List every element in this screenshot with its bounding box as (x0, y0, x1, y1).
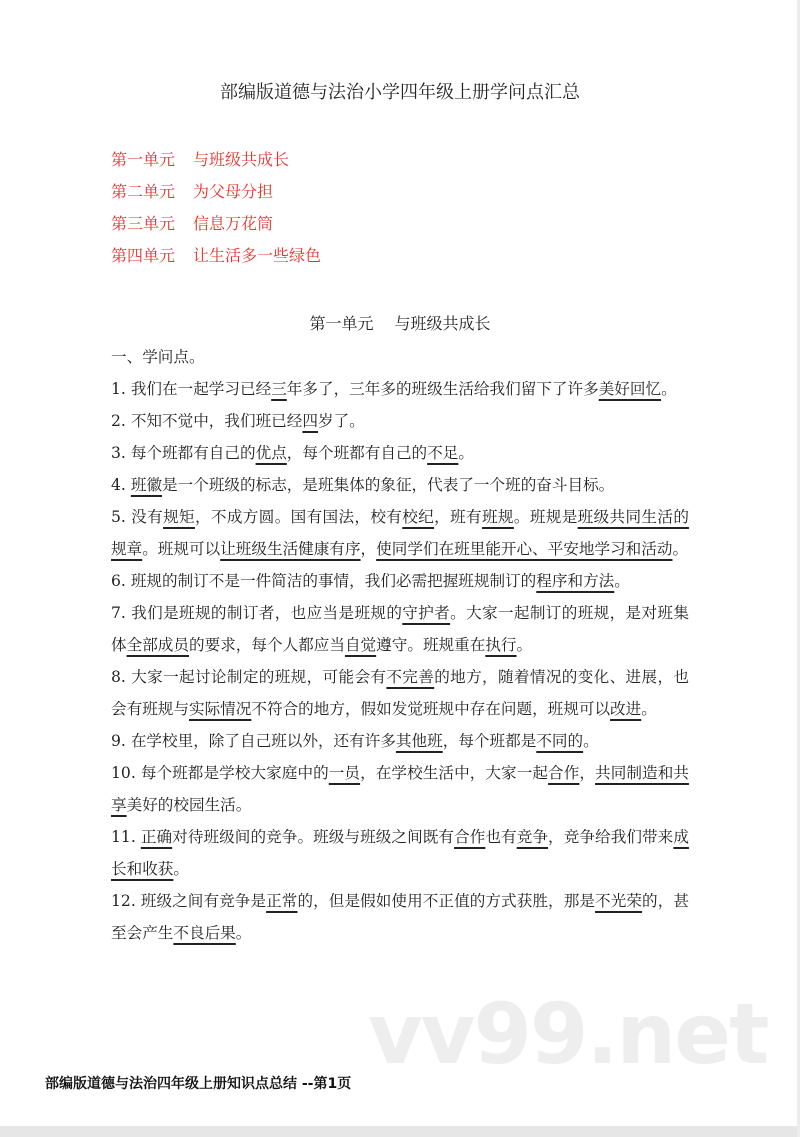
text-segment: 岁了。 (317, 412, 365, 430)
underlined-key-term: 全部成员 (126, 636, 189, 654)
text-segment: ， (579, 764, 596, 782)
text-segment: 。 (458, 444, 474, 462)
text-segment: 不符合的地方，假如发觉班规中存在问题，班规可以 (251, 700, 611, 718)
text-segment: ， (360, 540, 377, 558)
underlined-key-term: 四 (302, 412, 318, 430)
underlined-key-term: 使同学们在班里能开心、平安地学习和活动 (376, 540, 673, 558)
text-segment: 是一个班级的标志，是班集体的象征，代表了一个班的奋斗目标。 (162, 476, 615, 494)
table-of-contents (111, 148, 321, 276)
underlined-key-term: 成长和收获 (111, 828, 689, 878)
underlined-key-term: 三 (271, 380, 287, 398)
toc-item[interactable]: 第三单元 信息万花筒 (111, 214, 274, 233)
knowledge-point-1 (111, 373, 689, 405)
text-segment: 3. 每个班都有自己的 (111, 444, 256, 462)
text-segment: 9. 在学校里，除了自己班以外，还有许多 (111, 732, 396, 750)
text-segment: 11. (111, 828, 141, 846)
underlined-key-term: 程序和方法 (536, 572, 615, 590)
knowledge-point-3 (111, 437, 689, 469)
text-segment: 7. 我们是班规的制订者，也应当是班规的 (111, 604, 403, 622)
knowledge-point-2 (111, 405, 689, 437)
text-segment: ，竞争给我们带来 (548, 828, 674, 846)
text-segment: 对待班级间的竞争。班级与班级之间既有 (172, 828, 455, 846)
underlined-key-term: 正常 (266, 892, 298, 910)
toc-item[interactable]: 第二单元 为父母分担 (111, 182, 274, 201)
text-segment: 的，但是假如使用不正值的方式获胜，那是 (297, 892, 596, 910)
underlined-key-term: 改进 (610, 700, 642, 718)
document-body (111, 341, 689, 949)
text-segment: 的，甚至会产生 (111, 892, 689, 942)
underlined-key-term: 合作 (454, 828, 486, 846)
knowledge-point-10 (111, 757, 689, 821)
underlined-key-term: 正确 (140, 828, 173, 846)
text-segment: 。 (672, 540, 689, 558)
text-segment: 5. 没有 (111, 508, 164, 526)
underlined-key-term: 共同制造和共享 (111, 764, 689, 814)
text-segment: 。 (583, 732, 599, 750)
underlined-key-term: 自觉 (344, 636, 377, 654)
text-segment: 遵守。班规重在 (376, 636, 486, 654)
underlined-key-term: 执行 (485, 636, 517, 654)
knowledge-point-9 (111, 725, 689, 757)
text-segment: ，每个班都是 (442, 732, 537, 750)
knowledge-point-4 (111, 469, 689, 501)
text-segment: 的要求，每个人都应当 (189, 636, 345, 654)
text-segment: 。 (516, 636, 533, 654)
section-heading: 第一单元 与班级共成长 (309, 314, 491, 333)
text-segment: 6. 班规的制订不是一件简洁的事情，我们必需把握班规制订的 (111, 572, 537, 590)
underlined-key-term: 不完善 (386, 668, 435, 686)
underlined-key-term: 实际情况 (188, 700, 252, 718)
toc-item[interactable]: 第四单元 让生活多一些绿色 (111, 246, 322, 265)
underlined-key-term: 合作 (548, 764, 580, 782)
text-segment: ，不成方圆。国有国法，校有 (194, 508, 403, 526)
underlined-key-term: 不光荣 (595, 892, 643, 910)
knowledge-point-6 (111, 565, 689, 597)
subheading: 一、学问点。 (111, 348, 205, 366)
underlined-key-term: 竞争 (516, 828, 549, 846)
text-segment: 4. (111, 476, 131, 494)
text-segment: 。大家一起制订的班规，是对班集体 (111, 604, 689, 654)
document-title: 部编版道德与法治小学四年级上册学问点汇总 (220, 82, 580, 103)
knowledge-point-12 (111, 885, 689, 949)
text-segment: 。班规是 (513, 508, 578, 526)
text-segment: ，班有 (434, 508, 482, 526)
text-segment: 的地方，随着情况的变化、进展，也会有班规与 (111, 668, 689, 718)
toc-item[interactable]: 第一单元 与班级共成长 (111, 150, 290, 169)
text-segment: 12. 班级之间有竞争是 (111, 892, 267, 910)
text-segment: 。 (661, 380, 677, 398)
page-bottom-edge (0, 1126, 800, 1137)
text-segment: 。 (173, 860, 189, 878)
underlined-key-term: 班级共同生活的规章 (111, 508, 689, 558)
text-segment: 。 (235, 924, 252, 942)
text-segment: 。 (641, 700, 657, 718)
text-segment: 。班规可以 (142, 540, 221, 558)
underlined-key-term: 其他班 (395, 732, 443, 750)
watermark: vv99.net (368, 985, 768, 1083)
underlined-key-term: 让班级生活健康有序 (220, 540, 361, 558)
underlined-key-term: 不良后果 (173, 924, 236, 942)
underlined-key-term: 守护者 (402, 604, 451, 622)
text-segment: ，每个班都有自己的 (286, 444, 428, 462)
text-segment: ，在学校生活中，大家一起 (360, 764, 549, 782)
underlined-key-term: 优点 (255, 444, 287, 462)
text-segment: 8. 大家一起讨论制定的班规，可能会有 (111, 668, 387, 686)
text-segment: 美好的校园生活。 (126, 796, 252, 814)
knowledge-point-7 (111, 597, 689, 661)
knowledge-point-8 (111, 661, 689, 725)
underlined-key-term: 校纪 (402, 508, 435, 526)
underlined-key-term: 美好回忆 (598, 380, 662, 398)
knowledge-point-list (111, 373, 689, 949)
underlined-key-term: 规矩 (163, 508, 195, 526)
text-segment: 。 (614, 572, 630, 590)
text-segment: 也有 (485, 828, 517, 846)
text-segment: 2. 不知不觉中，我们班已经 (111, 412, 303, 430)
underlined-key-term: 一员 (328, 764, 361, 782)
text-segment: 年多了，三年多的班级生活给我们留下了许多 (286, 380, 599, 398)
text-segment: 10. 每个班都是学校大家庭中的 (111, 764, 329, 782)
page-footer: 部编版道德与法治四年级上册知识点总结 --第1页 (45, 1076, 352, 1092)
underlined-key-term: 不同的 (536, 732, 584, 750)
underlined-key-term: 不足 (427, 444, 459, 462)
text-segment: 1. 我们在一起学习已经 (111, 380, 272, 398)
underlined-key-term: 班徽 (130, 476, 163, 494)
underlined-key-term: 班规 (481, 508, 514, 526)
knowledge-point-11 (111, 821, 689, 885)
knowledge-point-5 (111, 501, 689, 565)
